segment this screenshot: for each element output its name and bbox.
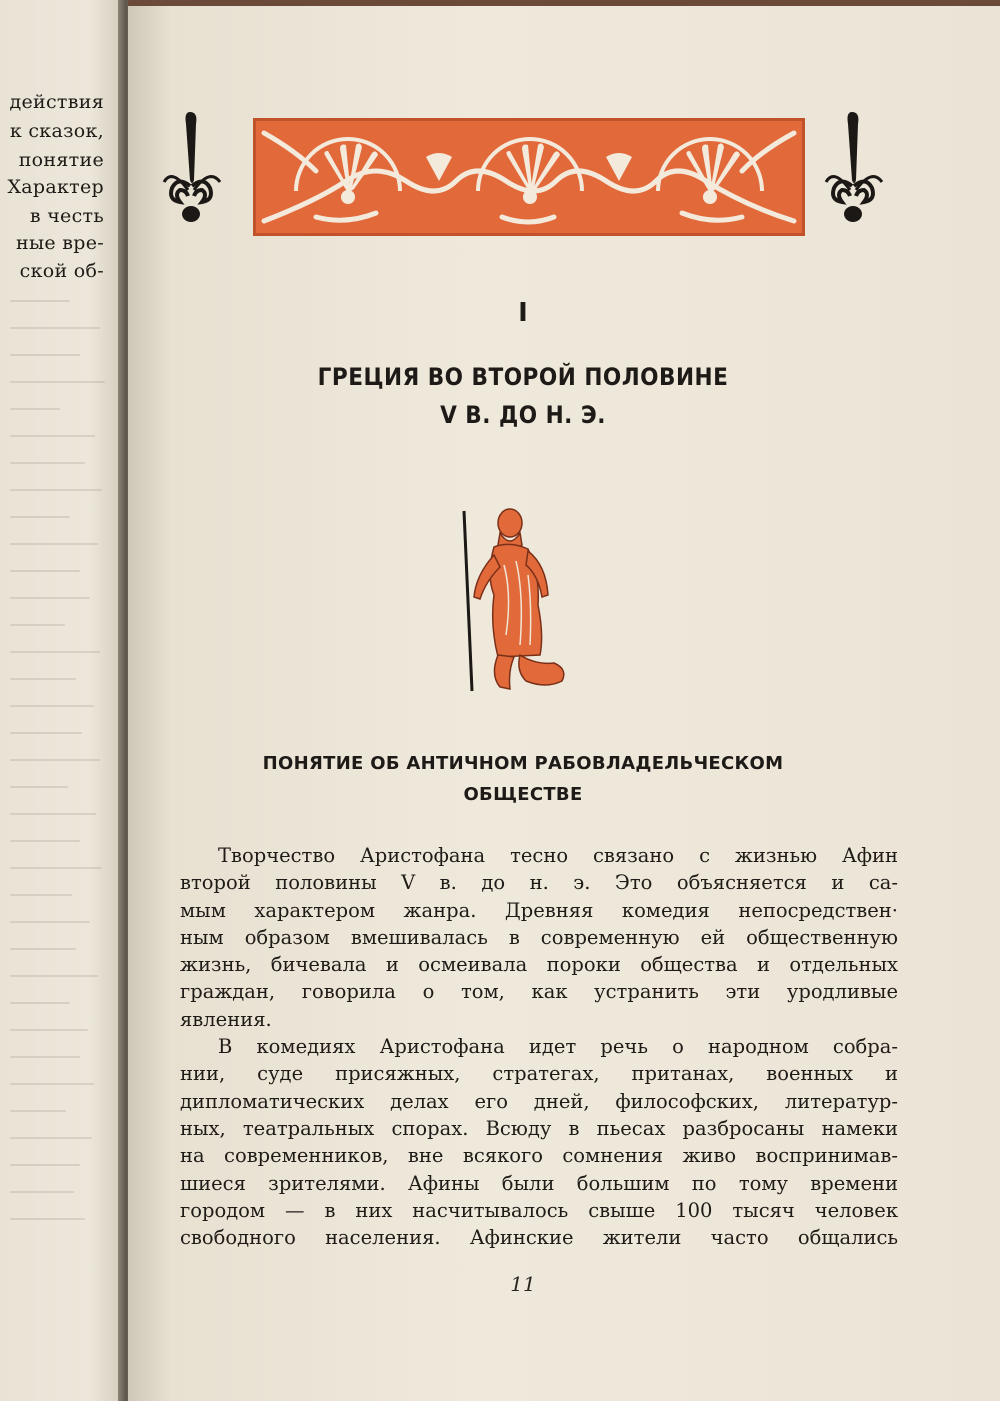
left-page-line: в честь [29,205,104,227]
text-line: ных, театральных спорах. Всюду в пьесах разбросаны намеки [180,1116,898,1140]
palmette-frieze-icon [253,118,805,236]
chapter-title-line: V В. ДО Н. Э. [440,401,606,429]
left-page-line: действия [9,91,104,113]
palmette-icon [160,110,224,232]
text-line: нии, суде присяжных, стратегах, пританах, военных и [180,1062,898,1086]
book-page [128,0,1000,1401]
text-line: граждан, говорила о том, как устранить эти уродливые [180,980,898,1004]
chapter-title [128,358,918,434]
text-line: дипломатических делах его дней, философских, литератур- [180,1089,898,1113]
left-page-line: к сказок, [9,120,104,142]
left-page-line: Характер [7,176,104,198]
left-page [0,0,128,1401]
bleed-through-text [0,300,110,1245]
page-number: 11 [510,1272,536,1296]
text-line: явления. [180,1007,272,1031]
greek-figure-icon [450,505,580,699]
chapter-title-line: ГРЕЦИЯ ВО ВТОРОЙ ПОЛОВИНЕ [317,363,729,391]
body-text [180,842,898,1251]
left-page-line: понятие [18,149,104,171]
text-line: ным образом вмешивалась в современную ей общественную [180,925,898,949]
text-line: мым характером жанра. Древняя комедия непосредствен· [180,898,898,922]
text-line: Творчество Аристофана тесно связано с жизнью Афин [218,844,898,867]
text-line: шиеся зрителями. Афины были большим по тому времени [180,1171,898,1195]
chapter-number: I [518,298,528,328]
section-title-line: ПОНЯТИЕ ОБ АНТИЧНОМ РАБОВЛАДЕЛЬЧЕСКОМ [262,753,784,774]
text-line: свободного населения. Афинские жители часто общались [180,1226,898,1250]
paragraph [180,842,898,1033]
paragraph [180,1033,898,1251]
palmette-icon [822,110,886,232]
page-top-edge [128,0,1000,6]
text-line: городом — в них насчитывалось свыше 100 тысяч человек [180,1198,898,1222]
section-title [128,748,918,810]
text-line: В комедиях Аристофана идет речь о народном собра- [218,1035,898,1059]
left-page-line: ской об- [19,260,104,282]
text-line: жизнь, бичевала и осмеивала пороки общества и отдельных [180,953,898,977]
text-line: на современников, вне всякого сомнения живо воспринимав- [180,1144,898,1168]
text-line: второй половины V в. до н. э. Это объясняется и са- [180,871,898,895]
section-title-line: ОБЩЕСТВЕ [463,784,583,805]
left-page-line: ные вре- [16,232,104,254]
